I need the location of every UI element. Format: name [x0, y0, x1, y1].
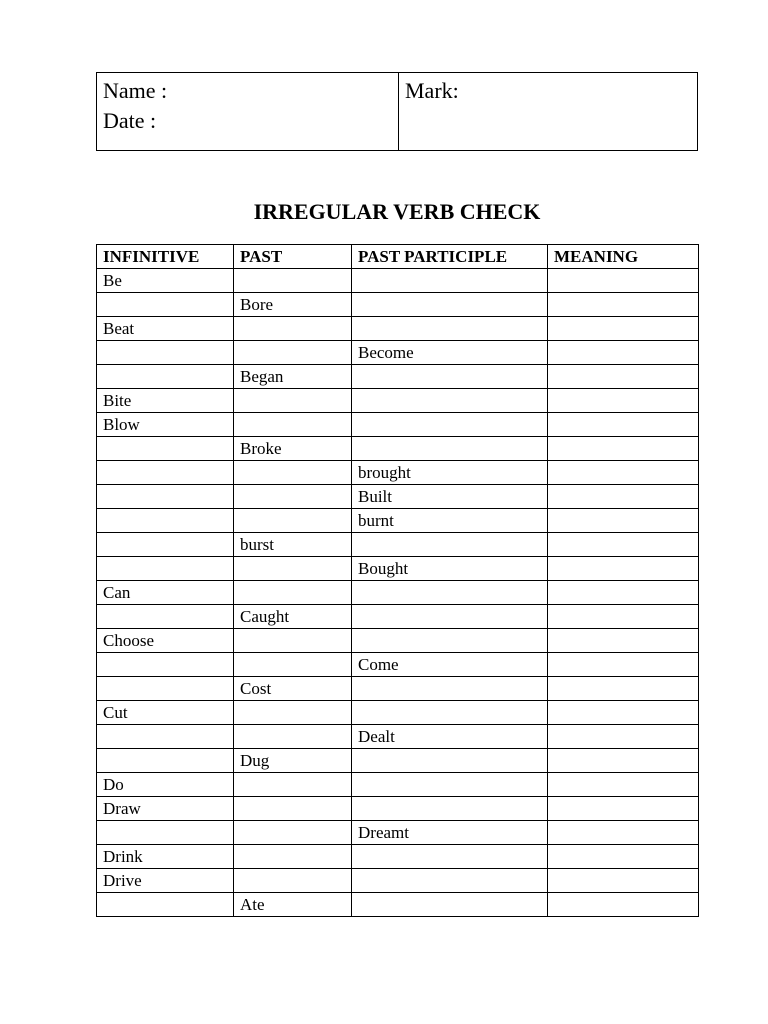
meaning-cell[interactable]	[548, 341, 699, 365]
infinitive-cell: Choose	[97, 629, 234, 653]
past-cell: Broke	[234, 437, 352, 461]
meaning-cell[interactable]	[548, 773, 699, 797]
table-row	[97, 869, 699, 893]
table-row	[97, 293, 699, 317]
meaning-cell[interactable]	[548, 509, 699, 533]
past-participle-cell[interactable]	[352, 581, 548, 605]
past-participle-cell[interactable]	[352, 389, 548, 413]
past-cell[interactable]	[234, 725, 352, 749]
meaning-cell[interactable]	[548, 701, 699, 725]
past-participle-cell: Dreamt	[352, 821, 548, 845]
past-participle-cell[interactable]	[352, 605, 548, 629]
past-cell[interactable]	[234, 341, 352, 365]
meaning-cell[interactable]	[548, 893, 699, 917]
infinitive-cell: Bite	[97, 389, 234, 413]
meaning-cell[interactable]	[548, 389, 699, 413]
meaning-cell[interactable]	[548, 485, 699, 509]
meaning-cell[interactable]	[548, 797, 699, 821]
header-infinitive: INFINITIVE	[97, 245, 234, 269]
past-participle-cell[interactable]	[352, 749, 548, 773]
meaning-cell[interactable]	[548, 653, 699, 677]
past-cell[interactable]	[234, 485, 352, 509]
meaning-cell[interactable]	[548, 533, 699, 557]
past-participle-cell[interactable]	[352, 629, 548, 653]
infinitive-cell[interactable]	[97, 653, 234, 677]
past-participle-cell: brought	[352, 461, 548, 485]
past-participle-cell[interactable]	[352, 533, 548, 557]
past-cell: burst	[234, 533, 352, 557]
past-participle-cell[interactable]	[352, 293, 548, 317]
past-participle-cell[interactable]	[352, 317, 548, 341]
past-cell: Began	[234, 365, 352, 389]
past-cell[interactable]	[234, 773, 352, 797]
table-row	[97, 413, 699, 437]
meaning-cell[interactable]	[548, 317, 699, 341]
header-past-participle: PAST PARTICIPLE	[352, 245, 548, 269]
infinitive-cell: Drive	[97, 869, 234, 893]
past-cell[interactable]	[234, 653, 352, 677]
infinitive-cell[interactable]	[97, 893, 234, 917]
table-row	[97, 677, 699, 701]
past-cell[interactable]	[234, 389, 352, 413]
infinitive-cell[interactable]	[97, 557, 234, 581]
past-participle-cell[interactable]	[352, 845, 548, 869]
meaning-cell[interactable]	[548, 677, 699, 701]
table-row	[97, 437, 699, 461]
table-row	[97, 653, 699, 677]
past-cell[interactable]	[234, 461, 352, 485]
past-participle-cell[interactable]	[352, 893, 548, 917]
header-past: PAST	[234, 245, 352, 269]
past-cell[interactable]	[234, 629, 352, 653]
meaning-cell[interactable]	[548, 437, 699, 461]
past-participle-cell: Built	[352, 485, 548, 509]
past-participle-cell: Become	[352, 341, 548, 365]
table-row	[97, 629, 699, 653]
meaning-cell[interactable]	[548, 413, 699, 437]
past-cell[interactable]	[234, 509, 352, 533]
infinitive-cell[interactable]	[97, 365, 234, 389]
meaning-cell[interactable]	[548, 293, 699, 317]
past-participle-cell[interactable]	[352, 797, 548, 821]
table-row	[97, 581, 699, 605]
meaning-cell[interactable]	[548, 869, 699, 893]
infinitive-cell[interactable]	[97, 293, 234, 317]
table-row	[97, 773, 699, 797]
meaning-cell[interactable]	[548, 725, 699, 749]
name-date-cell[interactable]	[97, 73, 399, 151]
meaning-cell[interactable]	[548, 629, 699, 653]
infinitive-cell[interactable]	[97, 677, 234, 701]
table-row	[97, 557, 699, 581]
past-cell: Cost	[234, 677, 352, 701]
infinitive-cell[interactable]	[97, 509, 234, 533]
meaning-cell[interactable]	[548, 581, 699, 605]
infinitive-cell[interactable]	[97, 725, 234, 749]
past-participle-cell[interactable]	[352, 413, 548, 437]
table-row	[97, 365, 699, 389]
table-row	[97, 821, 699, 845]
past-participle-cell: Come	[352, 653, 548, 677]
table-row	[97, 845, 699, 869]
meaning-cell[interactable]	[548, 269, 699, 293]
table-row	[97, 749, 699, 773]
verb-table-body	[97, 269, 699, 917]
past-cell: Caught	[234, 605, 352, 629]
table-row	[97, 461, 699, 485]
past-cell: Bore	[234, 293, 352, 317]
table-row	[97, 341, 699, 365]
table-row	[97, 797, 699, 821]
past-participle-cell[interactable]	[352, 701, 548, 725]
infinitive-cell: Blow	[97, 413, 234, 437]
infinitive-cell: Beat	[97, 317, 234, 341]
infinitive-cell[interactable]	[97, 605, 234, 629]
past-cell: Ate	[234, 893, 352, 917]
table-row	[97, 269, 699, 293]
infinitive-cell: Be	[97, 269, 234, 293]
table-row	[97, 389, 699, 413]
header-meaning: MEANING	[548, 245, 699, 269]
past-cell[interactable]	[234, 845, 352, 869]
infinitive-cell[interactable]	[97, 485, 234, 509]
meaning-cell[interactable]	[548, 461, 699, 485]
past-cell[interactable]	[234, 797, 352, 821]
meaning-cell[interactable]	[548, 821, 699, 845]
past-cell[interactable]	[234, 269, 352, 293]
infinitive-cell: Can	[97, 581, 234, 605]
infinitive-cell: Draw	[97, 797, 234, 821]
infinitive-cell[interactable]	[97, 341, 234, 365]
past-participle-cell[interactable]	[352, 869, 548, 893]
name-label: Name :	[103, 78, 168, 103]
mark-label: Mark:	[405, 78, 459, 103]
past-participle-cell[interactable]	[352, 269, 548, 293]
worksheet-title: IRREGULAR VERB CHECK	[253, 199, 541, 224]
table-row	[97, 725, 699, 749]
past-participle-cell[interactable]	[352, 677, 548, 701]
infinitive-cell: Cut	[97, 701, 234, 725]
student-info-box	[96, 72, 698, 151]
meaning-cell[interactable]	[548, 749, 699, 773]
past-cell[interactable]	[234, 821, 352, 845]
infinitive-cell: Drink	[97, 845, 234, 869]
meaning-cell[interactable]	[548, 845, 699, 869]
infinitive-cell[interactable]	[97, 533, 234, 557]
mark-cell[interactable]	[399, 73, 698, 151]
table-header-row	[97, 245, 699, 269]
infinitive-cell[interactable]	[97, 749, 234, 773]
table-row	[97, 485, 699, 509]
date-label: Date :	[103, 108, 157, 133]
infinitive-cell[interactable]	[97, 437, 234, 461]
past-participle-cell: Bought	[352, 557, 548, 581]
table-row	[97, 509, 699, 533]
past-cell[interactable]	[234, 869, 352, 893]
past-participle-cell: burnt	[352, 509, 548, 533]
past-participle-cell[interactable]	[352, 365, 548, 389]
irregular-verb-table	[96, 244, 699, 917]
past-participle-cell: Dealt	[352, 725, 548, 749]
past-cell[interactable]	[234, 317, 352, 341]
past-cell[interactable]	[234, 581, 352, 605]
infinitive-cell[interactable]	[97, 821, 234, 845]
infinitive-cell[interactable]	[97, 461, 234, 485]
past-cell[interactable]	[234, 701, 352, 725]
past-cell[interactable]	[234, 557, 352, 581]
past-cell[interactable]	[234, 413, 352, 437]
meaning-cell[interactable]	[548, 605, 699, 629]
past-participle-cell[interactable]	[352, 773, 548, 797]
table-row	[97, 605, 699, 629]
table-row	[97, 701, 699, 725]
past-participle-cell[interactable]	[352, 437, 548, 461]
meaning-cell[interactable]	[548, 365, 699, 389]
infinitive-cell: Do	[97, 773, 234, 797]
table-row	[97, 533, 699, 557]
past-cell: Dug	[234, 749, 352, 773]
table-row	[97, 317, 699, 341]
table-row	[97, 893, 699, 917]
meaning-cell[interactable]	[548, 557, 699, 581]
